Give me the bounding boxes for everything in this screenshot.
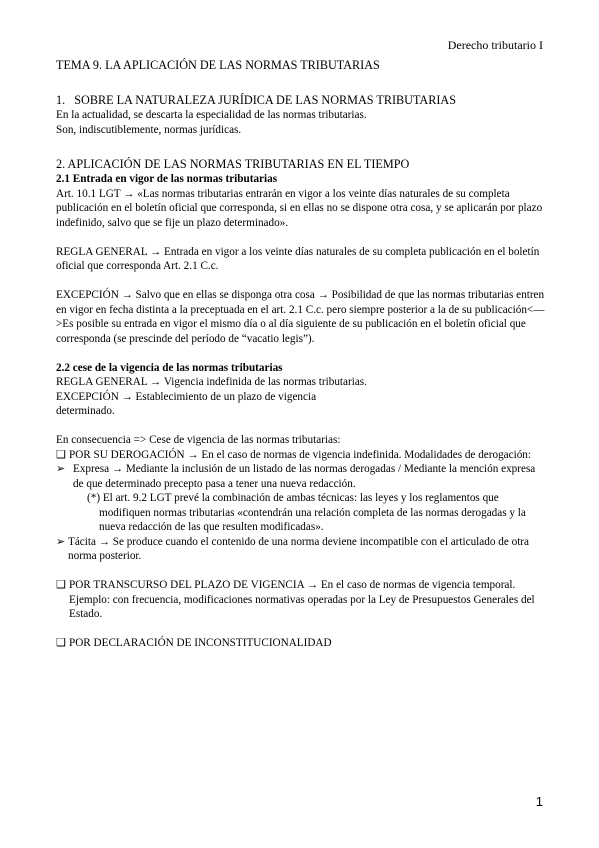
subsection-2-1-heading: 2.1 Entrada en vigor de las normas tributarias bbox=[56, 173, 278, 185]
paragraph: Art. 10.1 LGT → «Las normas tributarias entrarán en vigor a los veinte días naturales de su completa publicación en el boletín oficial que corresponda, si en ellas no se dispone otra cosa, y se aplicarán por plazo indefinido, salvo que se fije un plazo determinado». bbox=[56, 187, 543, 229]
list-item bbox=[56, 578, 548, 622]
paragraph: En consecuencia => Cese de vigencia de las normas tributarias: bbox=[56, 434, 341, 446]
list-item-text: Expresa → Mediante la inclusión de un listado de las normas derogadas / Mediante la mención expresa de que determinado precepto pasa a tener una nueva redacción. bbox=[73, 463, 536, 490]
paragraph: EXCEPCIÓN → Establecimiento de un plazo de vigencia bbox=[56, 390, 317, 403]
list-item-text: POR SU DEROGACIÓN → En el caso de normas de vigencia indefinida. Modalidades de derogación: bbox=[69, 448, 532, 461]
checkbox-icon: ❑ bbox=[56, 448, 67, 461]
note-text: (*) El art. 9.2 LGT prevé la combinación de ambas técnicas: las leyes y los reglamentos que modifiquen normas tributarias «contendrán una relación completa de las normas derogadas y la nueva redacción de las que resulten modificadas». bbox=[87, 492, 526, 533]
subsection-2-2-heading: 2.2 cese de la vigencia de las normas tributarias bbox=[56, 361, 283, 374]
list-item bbox=[56, 462, 548, 491]
paragraph: determinado. bbox=[56, 405, 115, 417]
list-item bbox=[56, 448, 548, 463]
paragraph: EXCEPCIÓN → Salvo que en ellas se disponga otra cosa → Posibilidad de que las normas tributarias entren en vigor en fecha distinta a la preceptuada en el art. 2.1 C.c. pero siempre posterior a la de su publicación<—>Es posible su entrada en vigor el mismo día o al día siguiente de su publicación en el boletín oficial que corresponda (se prescinde del período de “vacatio legis”). bbox=[56, 289, 545, 345]
arrow-marker-icon: ➢ bbox=[56, 463, 66, 475]
list-item bbox=[56, 636, 548, 651]
document-title: TEMA 9. LA APLICACIÓN DE LAS NORMAS TRIBUTARIAS bbox=[56, 58, 380, 72]
checkbox-icon: ❑ bbox=[56, 579, 67, 591]
list-item-text: POR TRANSCURSO DEL PLAZO DE VIGENCIA → En el caso de normas de vigencia temporal. Ejemplo: con frecuencia, modificaciones normativas operadas por la Ley de Presupuestos Generales del Estado. bbox=[69, 579, 535, 620]
checkbox-icon: ❑ bbox=[56, 637, 67, 649]
paragraph: En la actualidad, se descarta la especialidad de las normas tributarias. bbox=[56, 109, 367, 121]
page-number: 1 bbox=[535, 794, 543, 809]
arrow-marker-icon: ➢ bbox=[56, 535, 66, 548]
paragraph: Son, indiscutiblemente, normas jurídicas. bbox=[56, 123, 242, 136]
list-item-text: POR DECLARACIÓN DE INCONSTITUCIONALIDAD bbox=[69, 637, 332, 649]
document-body bbox=[56, 58, 548, 651]
running-header: Derecho tributario I bbox=[447, 38, 543, 52]
note bbox=[56, 491, 548, 535]
section-1-heading: 1. SOBRE LA NATURALEZA JURÍDICA DE LAS NORMAS TRIBUTARIAS bbox=[56, 93, 456, 107]
list-item bbox=[56, 535, 548, 564]
section-2-heading: 2. APLICACIÓN DE LAS NORMAS TRIBUTARIAS EN EL TIEMPO bbox=[56, 157, 410, 171]
paragraph: REGLA GENERAL → Vigencia indefinida de las normas tributarias. bbox=[56, 376, 367, 388]
paragraph: REGLA GENERAL → Entrada en vigor a los veinte días naturales de su completa publicación en el boletín oficial que corresponda Art. 2.1 C.c. bbox=[56, 245, 540, 272]
list-item-text: Tácita → Se produce cuando el contenido de una norma deviene incompatible con el articulado de otra norma posterior. bbox=[68, 535, 529, 562]
